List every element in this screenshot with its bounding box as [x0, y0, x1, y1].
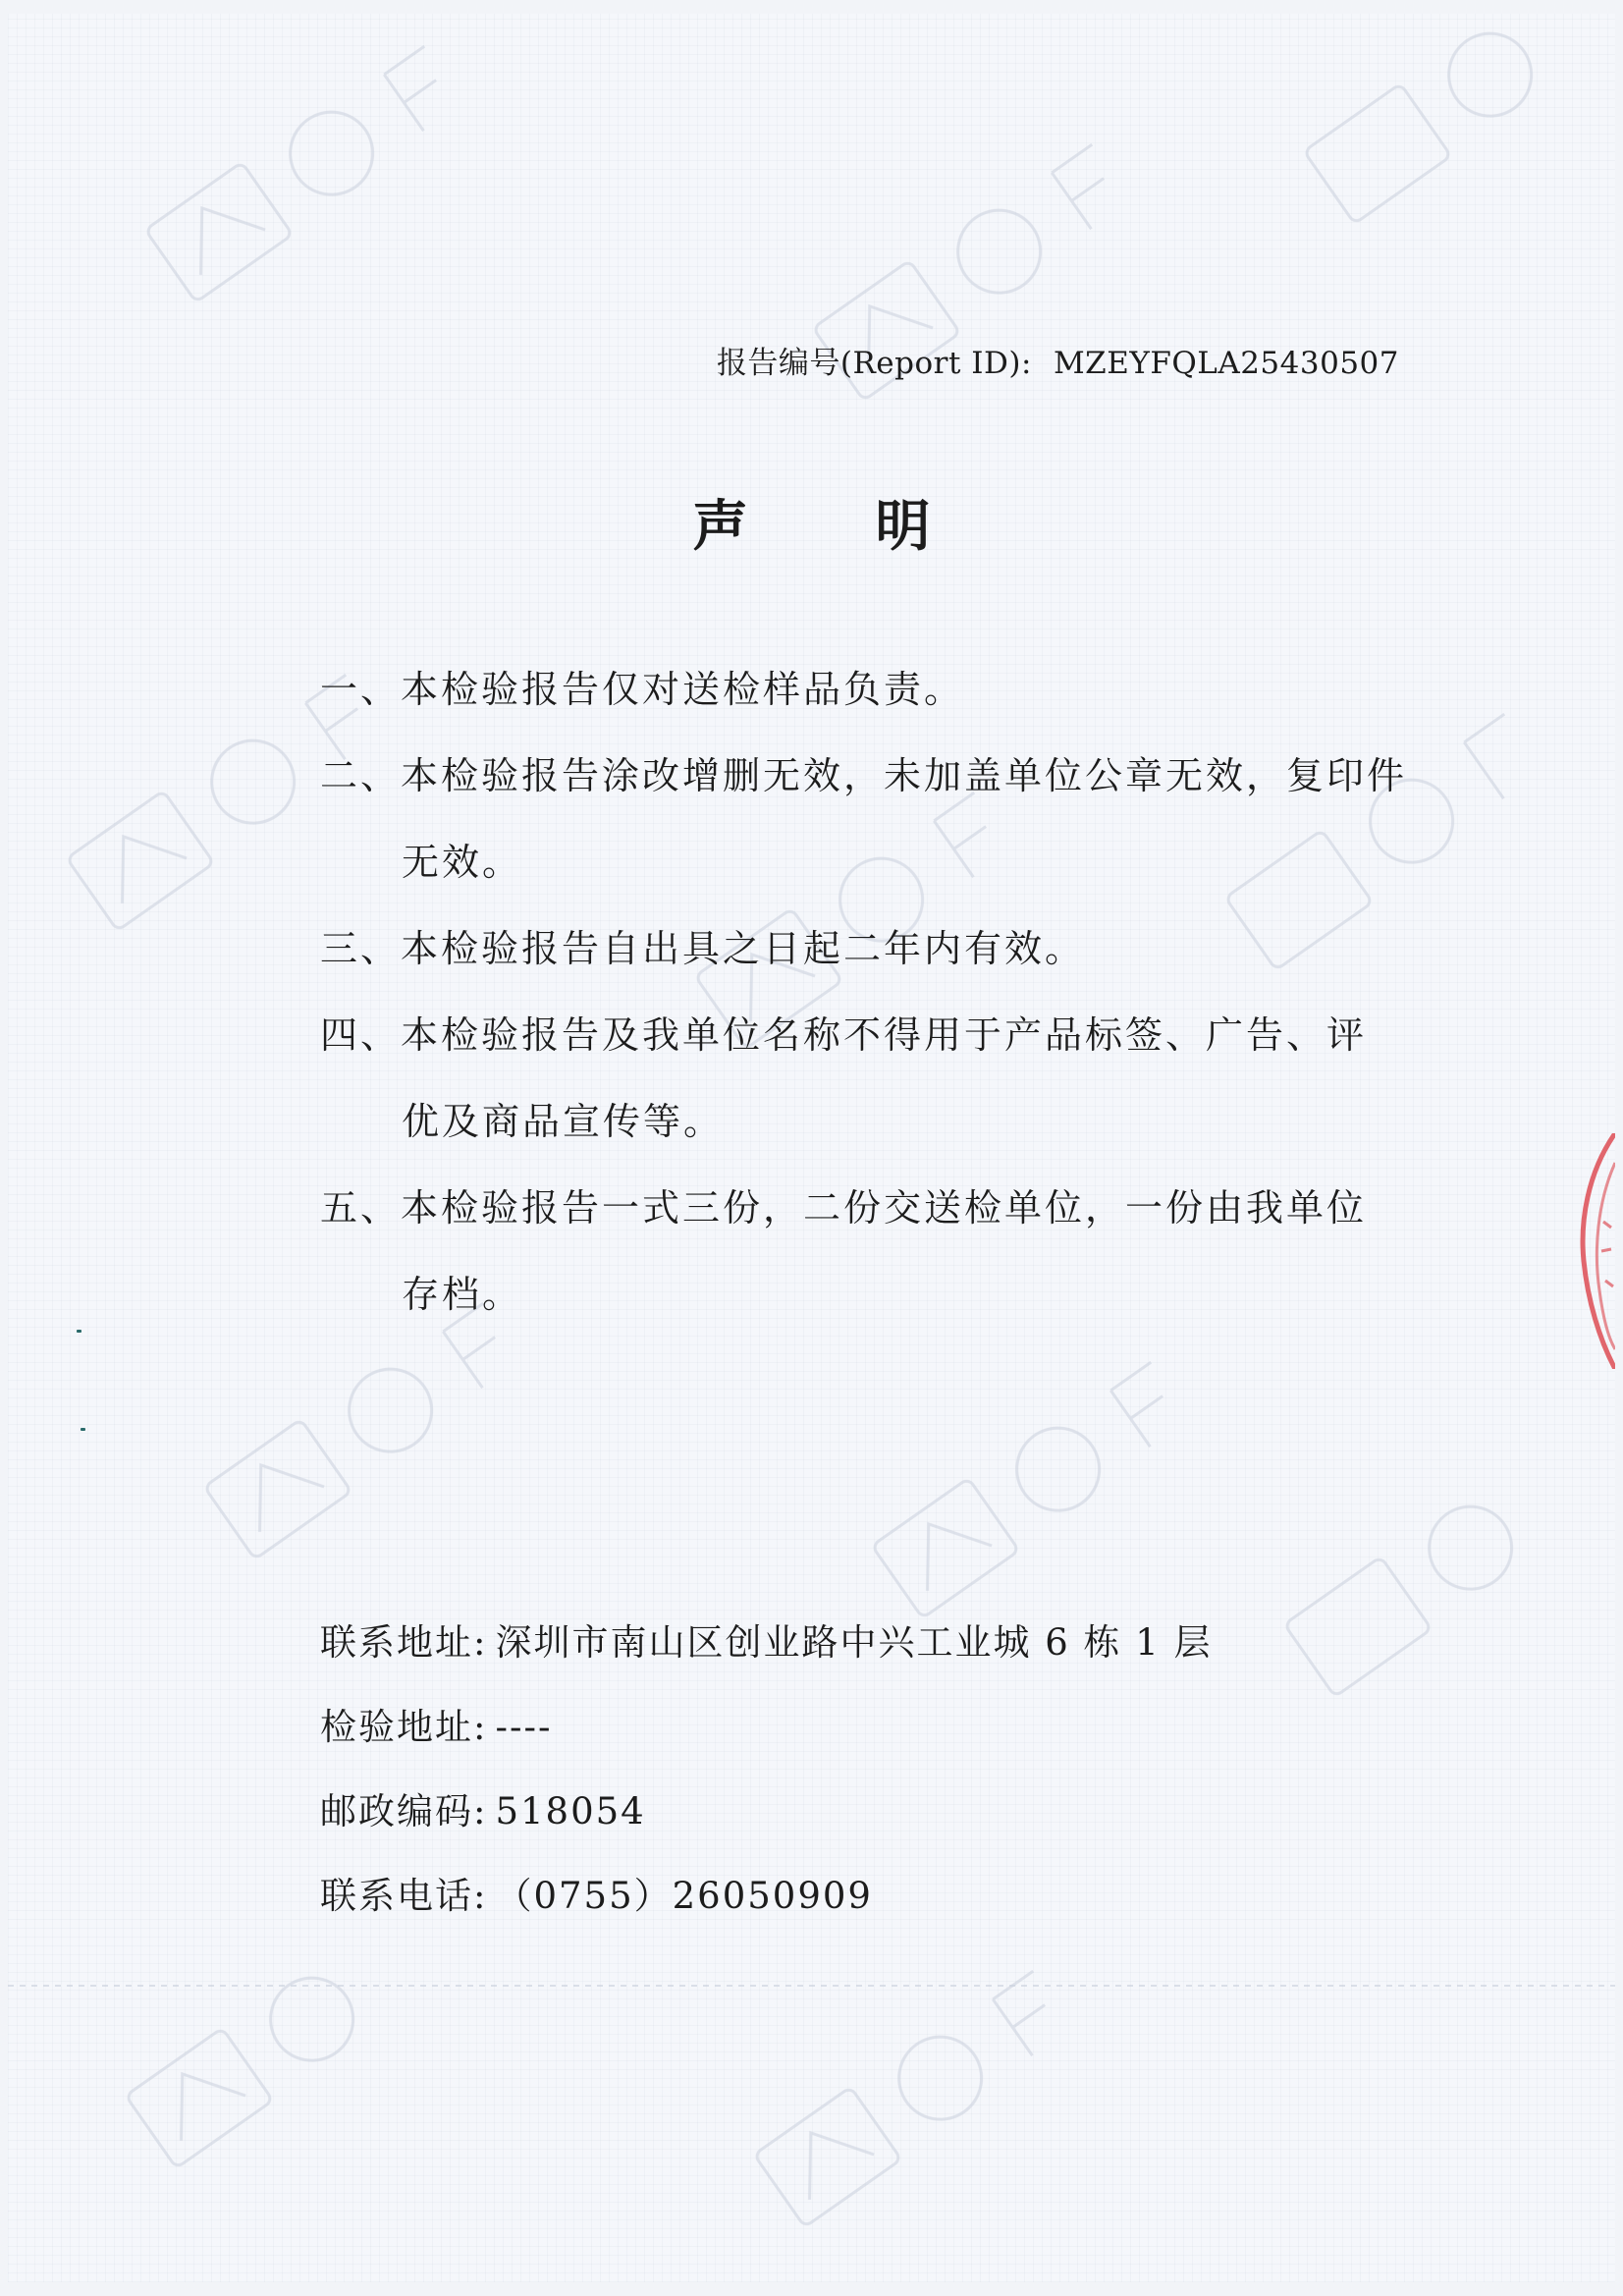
- declaration-item: [320, 733, 1410, 905]
- postcode: [320, 1781, 646, 1834]
- page-title: 声明: [692, 495, 1058, 559]
- red-seal-edge: [1574, 1133, 1615, 1369]
- postcode-label: 邮政编码:: [320, 1790, 488, 1832]
- contact-address: [320, 1613, 1213, 1666]
- document-page: [8, 14, 1615, 2282]
- test-address-value: ----: [495, 1706, 553, 1748]
- scan-speck: [77, 1330, 81, 1333]
- contact-phone-label: 联系电话:: [320, 1875, 488, 1917]
- declaration-item: [320, 992, 1410, 1165]
- contact-phone-value: （0755）26050909: [495, 1875, 873, 1917]
- declaration-item: [320, 1165, 1410, 1338]
- contact-address-value: 深圳市南山区创业路中兴工业城 6 栋 1 层: [495, 1621, 1213, 1664]
- report-id-label: 报告编号(Report ID):: [716, 346, 1032, 381]
- scan-speck: [81, 1428, 85, 1431]
- declaration-line: 存档。: [402, 1273, 523, 1316]
- postcode-value: 518054: [495, 1790, 646, 1832]
- declaration-line: 四、本检验报告及我单位名称不得用于产品标签、广告、评: [320, 1013, 1368, 1057]
- report-id-value: MZEYFQLA25430507: [1053, 346, 1399, 381]
- report-id: [717, 338, 1399, 382]
- contact-phone: [320, 1866, 873, 1919]
- declaration-line: 二、本检验报告涂改增删无效，未加盖单位公章无效，复印件: [320, 754, 1408, 797]
- declaration-line: 五、本检验报告一式三份，二份交送检单位，一份由我单位: [320, 1186, 1368, 1230]
- contact-address-label: 联系地址:: [320, 1621, 488, 1664]
- test-address-label: 检验地址:: [320, 1706, 488, 1748]
- declaration-line: 优及商品宣传等。: [402, 1100, 725, 1143]
- declaration-item: [320, 646, 1410, 733]
- declaration-item: [320, 905, 1410, 992]
- declaration-line: 三、本检验报告自出具之日起二年内有效。: [320, 927, 1086, 970]
- test-address: [320, 1697, 552, 1750]
- declaration-line: 无效。: [402, 841, 523, 884]
- declaration-line: 一、本检验报告仅对送检样品负责。: [320, 668, 965, 711]
